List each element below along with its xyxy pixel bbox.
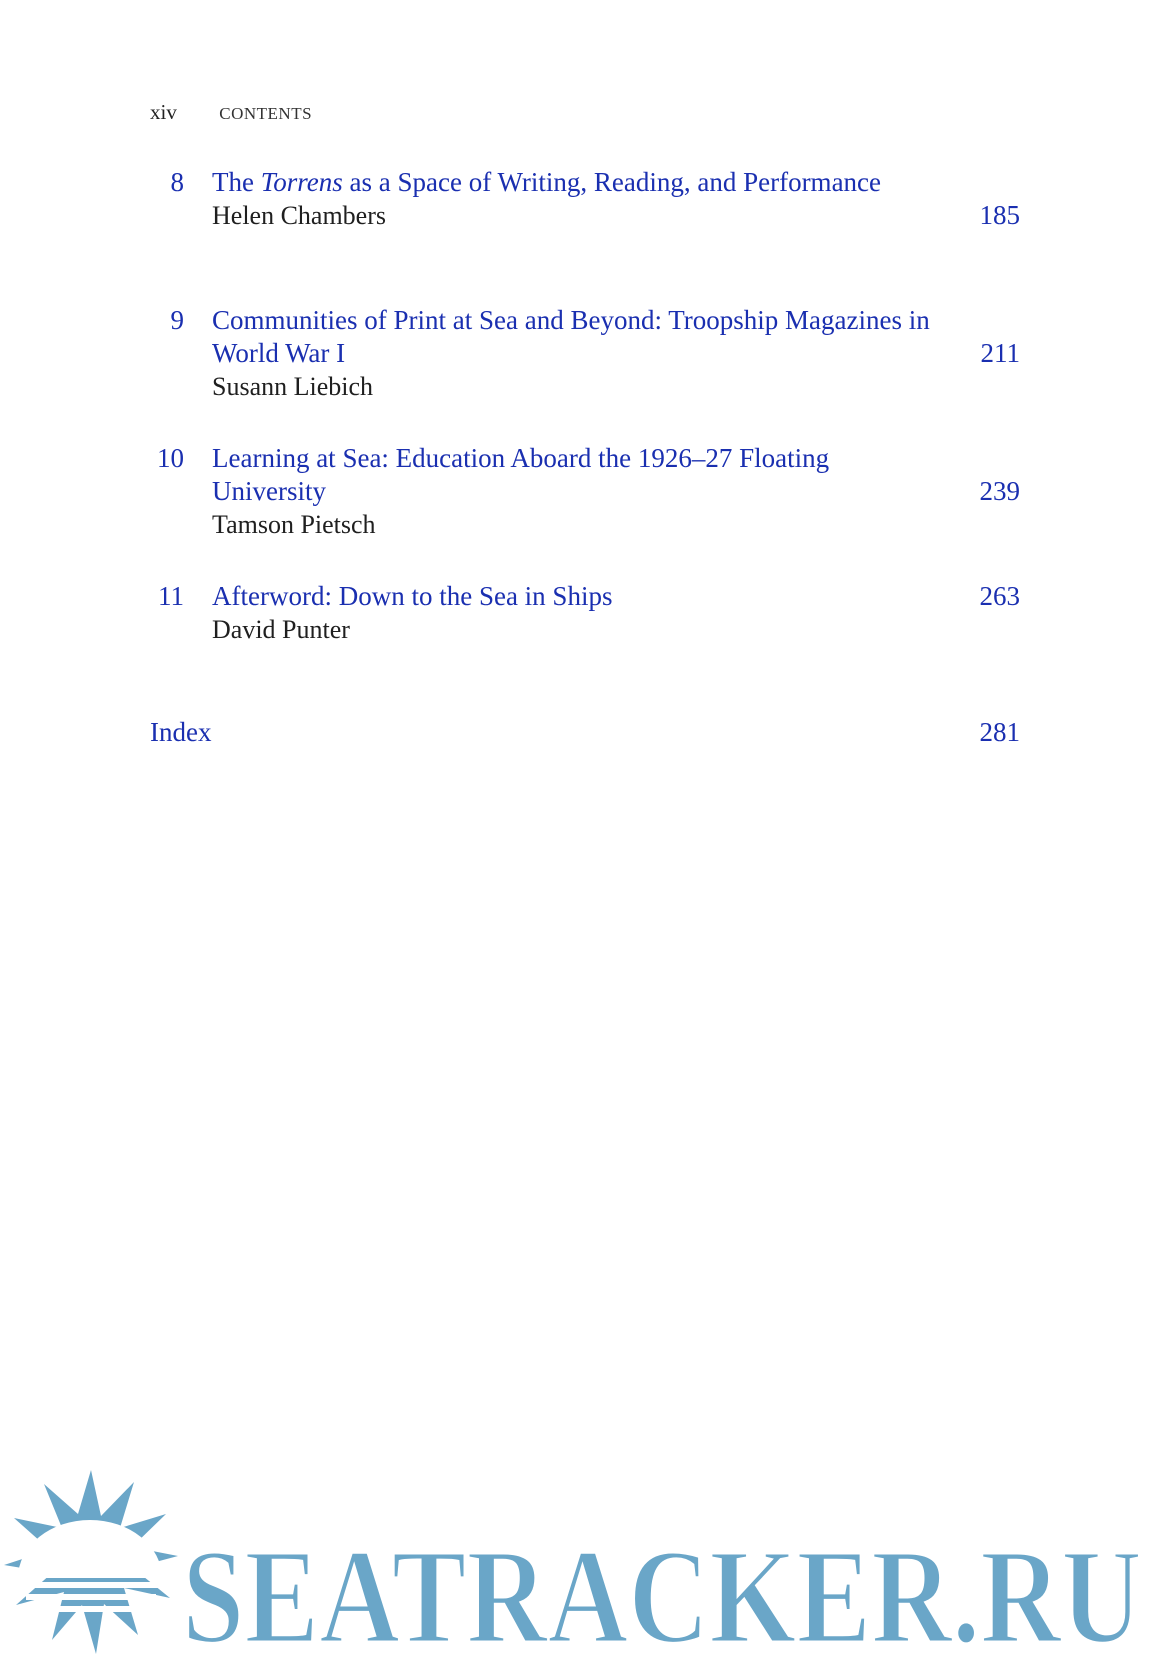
chapter-title[interactable]: Communities of Print at Sea and Beyond: Troopship Magazines in World War I xyxy=(212,305,930,368)
page-folio: xiv xyxy=(150,100,177,124)
chapter-number: 10 xyxy=(157,443,184,473)
chapter-author: Tamson Pietsch xyxy=(212,510,376,539)
page-number[interactable]: 263 xyxy=(979,581,1020,611)
chapter-author: Helen Chambers xyxy=(212,201,387,230)
running-head xyxy=(150,100,312,125)
watermark-logo xyxy=(0,1470,1166,1654)
toc-entry-chapter-10[interactable] xyxy=(150,442,1020,541)
chapter-title[interactable]: Learning at Sea: Education Aboard the 1926–27 Floating University xyxy=(212,443,830,506)
page-number[interactable]: 185 xyxy=(979,200,1020,230)
chapter-author: David Punter xyxy=(212,615,350,644)
chapter-author: Susann Liebich xyxy=(212,372,374,401)
page-number[interactable]: 239 xyxy=(979,476,1020,506)
ship-name: Torrens xyxy=(260,167,343,197)
toc-entry-chapter-8[interactable] xyxy=(150,166,1020,232)
page-number[interactable]: 211 xyxy=(980,338,1020,368)
chapter-number: 11 xyxy=(158,581,184,611)
toc-entry-index[interactable] xyxy=(150,716,1020,749)
toc-entry-chapter-9[interactable] xyxy=(150,304,1020,403)
toc-entry-chapter-11[interactable] xyxy=(150,580,1020,646)
chapter-title[interactable]: Afterword: Down to the Sea in Ships xyxy=(212,581,613,611)
chapter-number: 9 xyxy=(170,305,184,335)
index-label[interactable]: Index xyxy=(150,717,212,747)
sun-icon xyxy=(4,1470,178,1654)
watermark-text: SEATRACKER.RU xyxy=(182,1522,1142,1654)
section-title: CONTENTS xyxy=(219,104,313,123)
chapter-title[interactable]: The Torrens as a Space of Writing, Reading, and Performance xyxy=(212,167,882,197)
chapter-number: 8 xyxy=(170,167,184,197)
page-number[interactable]: 281 xyxy=(979,717,1020,747)
